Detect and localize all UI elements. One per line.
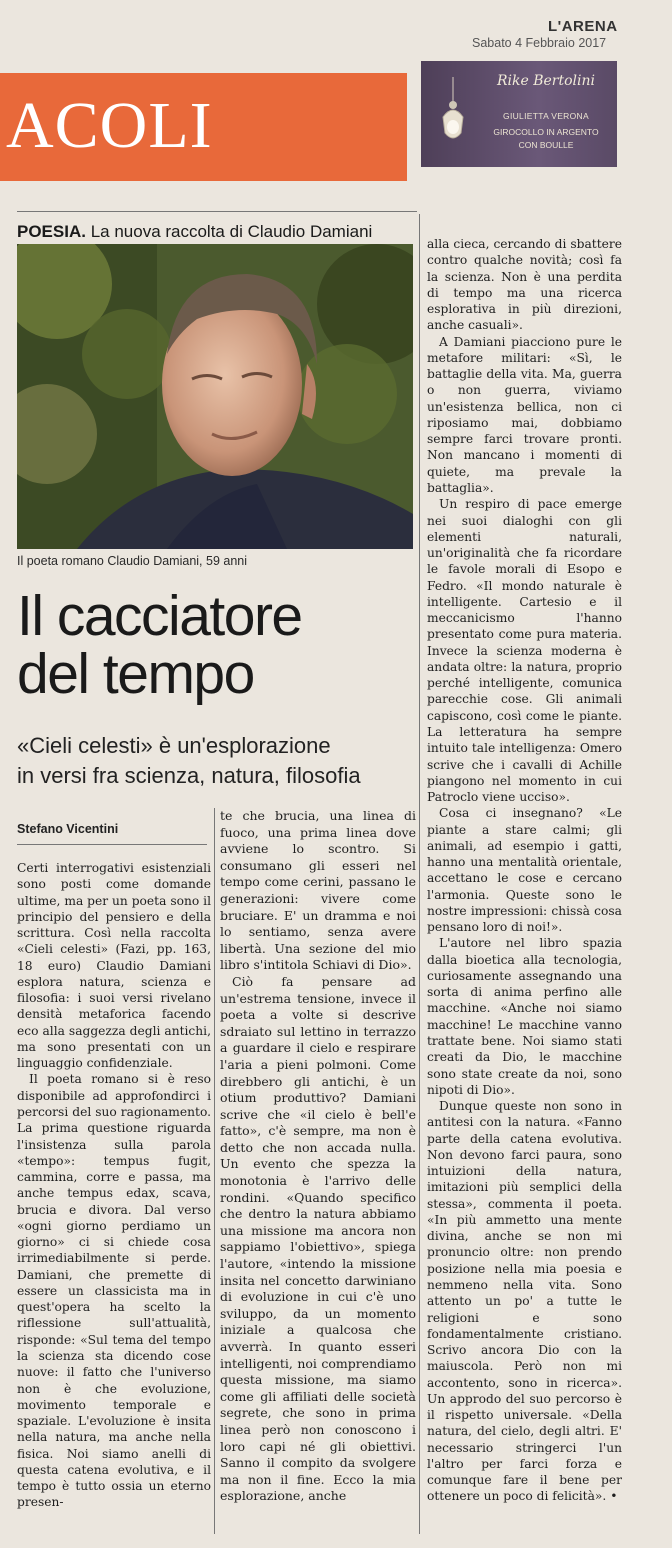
byline-rule [17, 844, 207, 845]
author-photo [17, 244, 413, 549]
ad-product-line: CON BOULLE [518, 140, 574, 150]
subheadline-line: «Cieli celesti» è un'esplorazione [17, 733, 331, 758]
article-column [220, 808, 416, 1505]
subheadline-line: in versi fra scienza, natura, filosofia [17, 763, 361, 788]
paragraph: Ciò fa pensare ad un'estrema tensione, invece il poeta a volte si descrive sdraiato sul lettino in terrazzo a guardare il cielo e respirare l'aria a pieni polmoni. Come direbbero gli antichi, è un otium produttivo? Damiani scrive che «il cielo è bell'e fatto», c'è sempre, ma non è detto che non accada nulla. Un evento che spezza la monotonia è l'arrivo delle rondini. «Quando specifico che dentro la natura abbiamo una missione ma ancora non sappiamo l'obiettivo», spiega l'autore, «intendo la missione insita nel concetto darwiniano di evoluzione in cui c'è uno sviluppo, da un momento iniziale a qualcosa che avverrà. In quanto esseri intelligenti, noi comprendiamo questa missione, ma siamo come gli affiliati delle società segrete, che sono in prima linea però non conoscono i loro capi né gli obiettivi. Sanno il compito da svolgere ma non il fine. Ecco la mia esplorazione, anche [220, 973, 416, 1504]
kicker-text: La nuova raccolta di Claudio Damiani [85, 222, 373, 241]
paragraph: Il poeta romano si è reso disponibile ad approfondirci i percorsi del suo ragionamento. La prima questione riguarda l'insistenza sulla parola «tempo»: tempus fugit, cammina, corre e passa, ma anche tempus edax, scava, brucia e divora. Dal verso «ogni giorno perdiamo un giorno» ci si chiede cosa irrimediabilmente si perde. Damiani, che premette di essere un classicista ma in quest'opera ha scelto la riflessione sull'attualità, risponde: «Sul tema del tempo la scienza sta dicendo cose nuove: il fatto che l'universo non è che evoluzione, movimento temporale e spaziale. L'evoluzione è insita nella natura, ma anche nella fisica. Noi siamo anelli di questa catena evolutiva, e il tempo è tutto ossia un eterno presen- [17, 1072, 211, 1510]
column-divider [419, 214, 420, 1534]
headline [17, 584, 417, 706]
paragraph: Un respiro di pace emerge nei suoi dialoghi con gli elementi naturali, un'originalità che fa ricordare le favole morali di Esopo e Fedro. «Il mondo naturale è intelligente. Cartesio e il meccanicismo l'hanno presentato come pura materia. Invece la scienza moderna è andata oltre: la natura, proprio perché intelligente, comunica parecchie cose. Gli animali capiscono, così come le piante. La letteratura ha sempre intuito tale intelligenza: Omero scrive che i cavalli di Achille piangono nel momento in cui Patroclo viene ucciso». [427, 497, 622, 805]
paragraph: A Damiani piacciono pure le metafore militari: «Sì, le battaglie della vita. Ma, guerra o non guerra, viviamo un'esistenza bellica, non ci riposiamo mai, dobbiamo sempre farci trovare pronti. Non mancano i momenti di quiete, ma prevale la battaglia». [427, 334, 622, 495]
photo-caption: Il poeta romano Claudio Damiani, 59 anni [17, 554, 247, 568]
headline-line: Il cacciatore [17, 584, 302, 648]
headline-line: del tempo [17, 642, 254, 706]
ad-product-line: GIROCOLLO IN ARGENTO [493, 127, 599, 137]
paragraph: Cosa ci insegnano? «Le piante a stare calmi; gli animali, ad esempio i gatti, hanno una mentalità orientale, accettano le cose e cercano l'armonia. Queste sono le nostre impressioni: chissà cosa pensano loro di noi!». [427, 806, 622, 935]
section-title: ACOLI [6, 89, 213, 162]
ad-brand: Rike Bertolini [496, 73, 595, 89]
kicker [17, 222, 372, 242]
paragraph: alla cieca, cercando di sbattere contro qualche novità; così fa la scienza. Non è una perdita di tempo ma una ricerca esplorativa in più direzioni, anche casuali». [427, 237, 622, 333]
paragraph: Dunque queste non sono in antitesi con la natura. «Fanno parte della catena evolutiva. Non devono farci paura, sono intuizioni della natura, imitazioni più semplici della stessa», commenta il poeta. «In più ammetto una mente divina, anche se non mi pronuncio oltre: non prendo posizione nella mia poesia e nemmeno nella vita. Sono attento un po' a tutte le religioni e sono fondamentalmente cristiano. Scrivo ancora Dio con la maiuscola. Però non mi accontento, sono in ricerca». Un approdo del suo percorso è il rispetto universale. «Della natura, del cielo, degli altri. E' necessario stringerci l'un l'altro per farci forza e comunque fare il bene per ottenere un poco di felicità». • [427, 1099, 622, 1504]
column-divider [214, 808, 215, 1534]
paragraph: L'autore nel libro spazia dalla bioetica alla tecnologia, curiosamente assegnando una sorta di anima perfino alle macchine. «Anche noi siamo macchine! Le macchine vanno trattate bene. Noi siamo stati creati da Dio, le macchine sono state create da noi, sono nipoti di Dio». [427, 936, 622, 1097]
byline: Stefano Vicentini [17, 822, 119, 836]
article-column [427, 236, 622, 1505]
subheadline [17, 731, 417, 791]
kicker-tag: POESIA. [17, 222, 86, 241]
jewelry-advertisement[interactable] [421, 61, 617, 167]
article-column [17, 860, 211, 1511]
newspaper-name: L'ARENA [548, 18, 618, 35]
paragraph: te che brucia, una linea di fuoco, una prima linea dove avviene lo scontro. Si consumano gli esseri nel tempo come cerini, passano le generazioni: vivere come bruciare. E' un dramma e noi lo sentiamo, senza avere libertà. Una sezione del mio libro s'intitola Schiavi di Dio». [220, 808, 416, 973]
issue-date: Sabato 4 Febbraio 2017 [472, 36, 607, 50]
ad-product-line: GIULIETTA VERONA [503, 111, 589, 121]
paragraph: Certi interrogativi esistenziali sono posti come domande ultime, ma per un poeta sono il principio del pensiero e della scrittura. Così nella raccolta «Cieli celesti» (Fazi, pp. 163, 18 euro) Claudio Damiani esplora natura, scienza e filosofia: i suoi versi rivelano densità metaforica facendo eco alla saggezza degli antichi, ma sono presentati con un linguaggio confidenziale. [17, 861, 211, 1071]
pendant-icon [431, 77, 475, 147]
top-rule [17, 211, 417, 212]
